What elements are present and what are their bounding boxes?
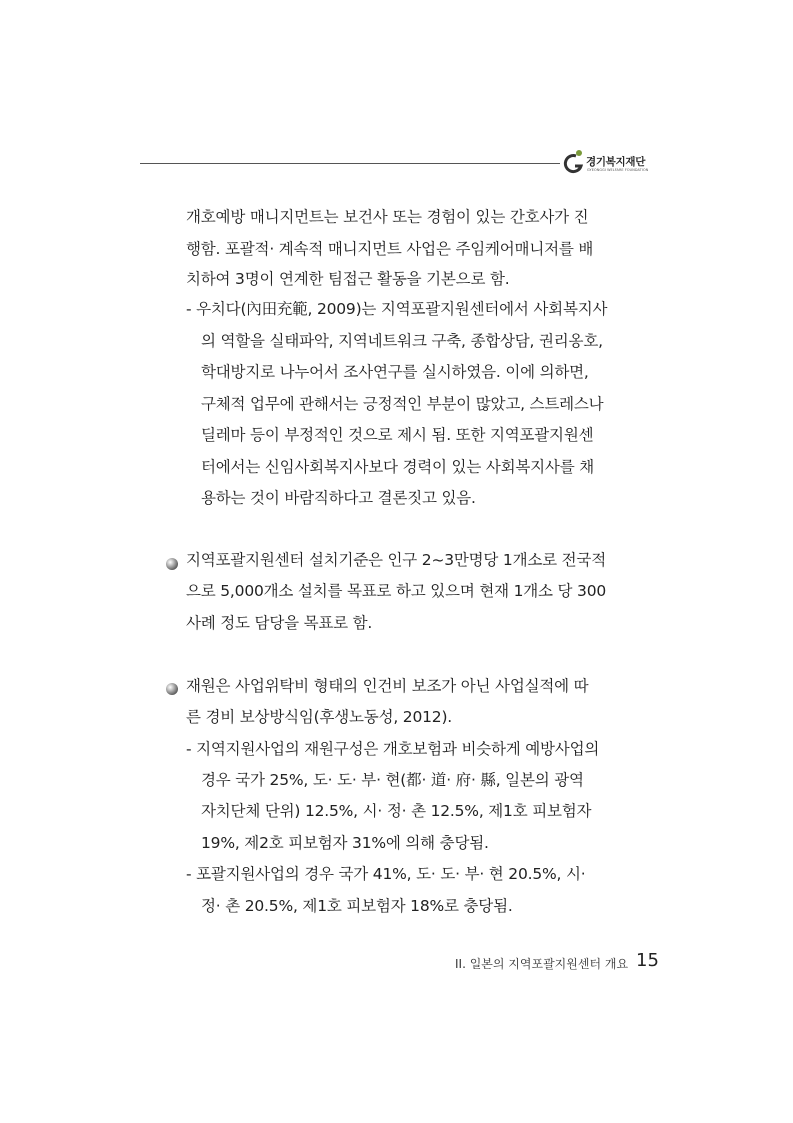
text-line: 용하는 것이 바람직하다고 결론짓고 있음. — [201, 489, 476, 507]
header-rule — [140, 163, 560, 164]
gray-sphere-bullet-icon — [165, 557, 179, 571]
text-line: 지역포괄지원센터 설치기준은 인구 2~3만명당 1개소로 전국적 — [186, 551, 606, 569]
text-line: 으로 5,000개소 설치를 목표로 하고 있으며 현재 1개소 당 300 — [186, 582, 607, 600]
text-line: 치하여 3명이 연계한 팀접근 활동을 기본으로 함. — [186, 270, 510, 288]
text-line: 경우 국가 25%, 도· 도· 부· 현(都· 道· 府· 縣, 일본의 광역 — [201, 771, 584, 789]
gray-sphere-bullet-icon — [165, 682, 179, 696]
text-line: - 우치다(內田充範, 2009)는 지역포괄지원센터에서 사회복지사 — [186, 300, 608, 318]
text-line: 딜레마 등이 부정적인 것으로 제시 됨. 또한 지역포괄지원센 — [201, 426, 594, 444]
page-number: 15 — [636, 950, 659, 971]
text-line: 구체적 업무에 관해서는 긍정적인 부분이 많았고, 스트레스나 — [201, 395, 604, 413]
foundation-logo — [562, 148, 672, 178]
text-line: 재원은 사업위탁비 형태의 인건비 보조가 아닌 사업실적에 따 — [186, 677, 589, 695]
chapter-label: II. 일본의 지역포괄지원센터 개요 — [455, 957, 629, 971]
text-line: 학대방지로 나누어서 조사연구를 실시하였음. 이에 의하면, — [201, 363, 589, 381]
org-name: 경기복지재단 — [586, 156, 646, 168]
text-line: 사례 정도 담당을 목표로 함. — [186, 614, 373, 632]
text-line: 정· 촌 20.5%, 제1호 피보험자 18%로 충당됨. — [201, 897, 513, 915]
text-line: 터에서는 신임사회복지사보다 경력이 있는 사회복지사를 채 — [201, 458, 594, 476]
text-line: 른 경비 보상방식임(후생노동성, 2012). — [186, 708, 453, 726]
foundation-logo-icon — [562, 148, 586, 176]
org-name-en: GYEONGGI WELFARE FOUNDATION — [587, 168, 649, 172]
text-line: - 포괄지원사업의 경우 국가 41%, 도· 도· 부· 현 20.5%, 시· — [186, 865, 586, 883]
text-line: 개호예방 매니지먼트는 보건사 또는 경험이 있는 간호사가 진 — [186, 208, 589, 226]
text-line: 19%, 제2호 피보험자 31%에 의해 충당됨. — [201, 834, 489, 852]
text-line: 의 역할을 실태파악, 지역네트워크 구축, 종합상담, 권리옹호, — [201, 332, 603, 350]
text-line: - 지역지원사업의 재원구성은 개호보험과 비슷하게 예방사업의 — [186, 740, 600, 758]
text-line: 자치단체 단위) 12.5%, 시· 정· 촌 12.5%, 제1호 피보험자 — [201, 802, 592, 820]
text-line: 행함. 포괄적· 계속적 매니지먼트 사업은 주임케어매니저를 배 — [186, 240, 594, 258]
